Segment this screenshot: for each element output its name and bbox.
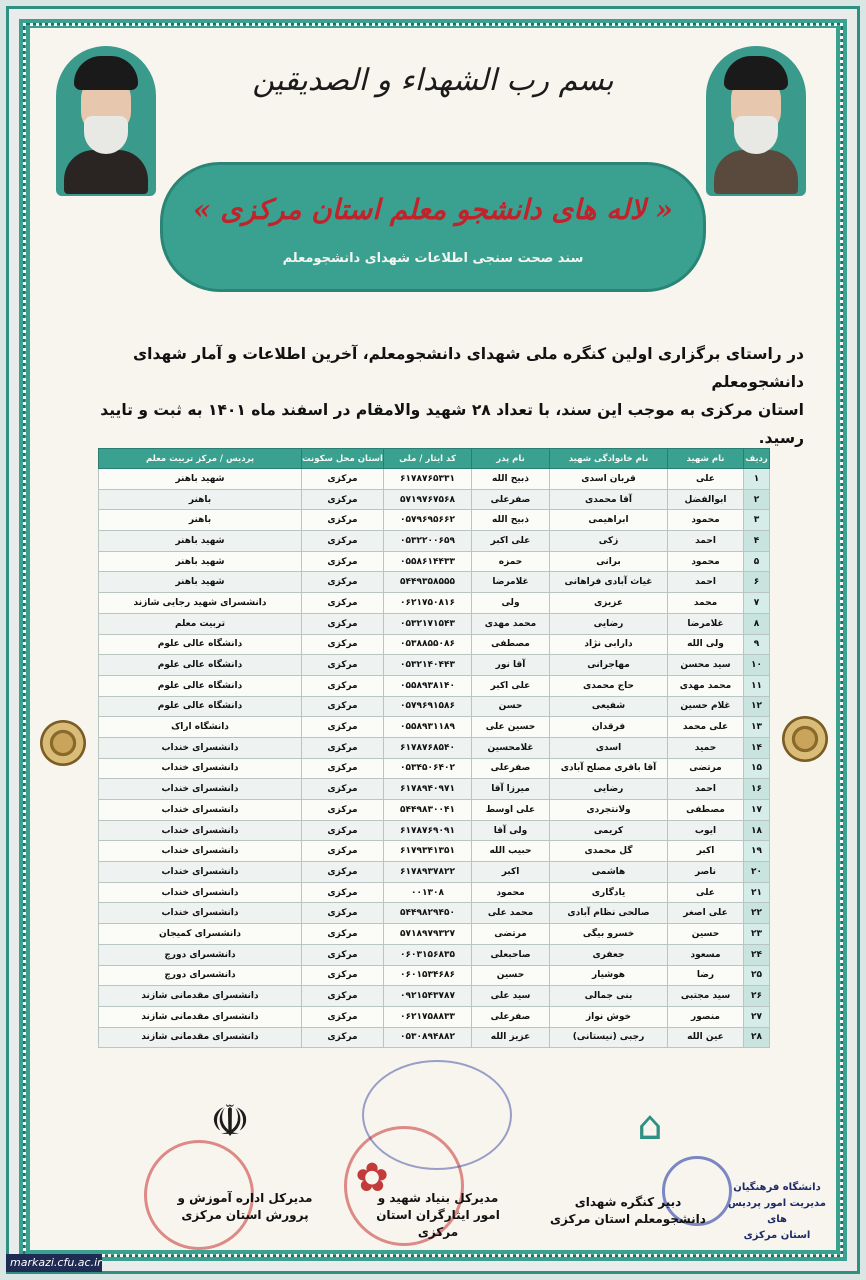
cell-name: احمد (668, 572, 744, 593)
cell-code: ۰۹۲۱۵۴۳۷۸۷ (384, 986, 472, 1007)
cell-campus: دانشسرای خنداب (99, 841, 302, 862)
cell-father: حسین علی (472, 717, 550, 738)
cell-row: ۵ (744, 551, 770, 572)
document-title: « لاله های دانشجو معلم استان مرکزی » (193, 193, 673, 226)
cell-family: هاشمی (550, 862, 668, 883)
cell-province: مرکزی (302, 696, 384, 717)
signature-title-education: مدیرکل اداره آموزش و پرورش استان مرکزی (177, 1191, 313, 1222)
congress-logo-icon: ⌂ (637, 1103, 663, 1149)
ornament-rosette-left (40, 720, 86, 766)
cell-row: ۶ (744, 572, 770, 593)
cell-name: غلامرضا (668, 613, 744, 634)
cell-row: ۴ (744, 531, 770, 552)
cell-row: ۲۷ (744, 1006, 770, 1027)
cell-family: خسرو بیگی (550, 924, 668, 945)
cell-family: شفیعی (550, 696, 668, 717)
cell-code: ۶۱۷۸۹۳۷۸۲۲ (384, 862, 472, 883)
cell-name: ناصر (668, 862, 744, 883)
cell-name: علی اصغر (668, 903, 744, 924)
iran-emblem-icon: ☫ (210, 1096, 250, 1147)
cell-family: غیاث آبادی فراهانی (550, 572, 668, 593)
cell-father: صفرعلی (472, 1006, 550, 1027)
cell-province: مرکزی (302, 572, 384, 593)
cell-name: علی محمد (668, 717, 744, 738)
cell-row: ۹ (744, 634, 770, 655)
cell-campus: باهنر (99, 510, 302, 531)
bismillah-calligraphy: بسم رب الشهداء و الصدیقین (252, 63, 614, 98)
cell-province: مرکزی (302, 1027, 384, 1048)
cell-family: قربان اسدی (550, 469, 668, 490)
cell-campus: دانشسرای خنداب (99, 862, 302, 883)
cell-code: ۵۷۱۹۷۶۷۵۶۸ (384, 489, 472, 510)
cell-code: ۰۶۲۱۷۵۰۸۱۶ (384, 593, 472, 614)
cell-row: ۳ (744, 510, 770, 531)
cell-code: ۰۶۲۱۷۵۸۸۳۳ (384, 1006, 472, 1027)
cell-campus: دانشسرای خنداب (99, 779, 302, 800)
cell-code: ۵۴۴۹۸۲۹۴۵۰ (384, 903, 472, 924)
cell-campus: دانشسرای شهید رجایی شازند (99, 593, 302, 614)
table-row (99, 758, 770, 779)
website-watermark: markazi.cfu.ac.ir (6, 1254, 102, 1272)
cell-row: ۲۴ (744, 944, 770, 965)
table-row (99, 862, 770, 883)
cell-campus: دانشسرای خنداب (99, 737, 302, 758)
portrait-leader (56, 46, 156, 196)
cell-campus: دانشگاه عالی علوم (99, 655, 302, 676)
cell-row: ۱۶ (744, 779, 770, 800)
cell-province: مرکزی (302, 965, 384, 986)
cell-row: ۲۱ (744, 882, 770, 903)
cell-code: ۰۶۰۱۵۳۴۶۸۶ (384, 965, 472, 986)
cell-row: ۱۴ (744, 737, 770, 758)
cell-father: ذبیح الله (472, 469, 550, 490)
cell-province: مرکزی (302, 800, 384, 821)
table-row (99, 986, 770, 1007)
cell-family: رضایی (550, 613, 668, 634)
cell-province: مرکزی (302, 655, 384, 676)
cell-code: ۰۰۱۳۰۸ (384, 882, 472, 903)
ornament-rosette-right (782, 716, 828, 762)
header-row-number: ردیف (744, 449, 770, 469)
cell-father: محمد مهدی (472, 613, 550, 634)
header-code: کد ایثار / ملی (384, 449, 472, 469)
cell-code: ۰۶۰۳۱۵۶۸۳۵ (384, 944, 472, 965)
cell-province: مرکزی (302, 1006, 384, 1027)
cell-row: ۱۸ (744, 820, 770, 841)
table-row (99, 903, 770, 924)
cell-province: مرکزی (302, 593, 384, 614)
cell-row: ۱۲ (744, 696, 770, 717)
signature-title-martyr-foundation: مدیرکل بنیاد شهید و امور ایثارگران استان مرکزی (376, 1191, 500, 1239)
cell-code: ۰۵۳۴۵۰۶۴۰۲ (384, 758, 472, 779)
cell-father: ولی آقا (472, 820, 550, 841)
cell-father: محمود (472, 882, 550, 903)
cell-name: محمود (668, 510, 744, 531)
cell-name: غلام حسین (668, 696, 744, 717)
cell-row: ۲ (744, 489, 770, 510)
table-row (99, 841, 770, 862)
table-row (99, 655, 770, 676)
cell-code: ۰۵۷۹۶۹۵۶۶۲ (384, 510, 472, 531)
cell-father: مرتضی (472, 924, 550, 945)
cell-campus: دانشسرای خنداب (99, 820, 302, 841)
signature-title-congress: دبیر کنگره شهدای دانشجومعلم استان مرکزی (550, 1195, 706, 1226)
table-row (99, 1027, 770, 1048)
cell-family: رضایی (550, 779, 668, 800)
cell-name: حسین (668, 924, 744, 945)
table-row (99, 882, 770, 903)
cell-campus: شهید باهنر (99, 572, 302, 593)
cell-name: محمود (668, 551, 744, 572)
cell-name: رضا (668, 965, 744, 986)
header-campus: پردیس / مرکز تربیت معلم (99, 449, 302, 469)
cell-name: محمد مهدی (668, 675, 744, 696)
signature-block-martyr-foundation (318, 1086, 518, 1239)
cell-father: حسین (472, 965, 550, 986)
cell-code: ۰۵۳۰۸۹۴۸۸۲ (384, 1027, 472, 1048)
cell-campus: دانشسرای مقدمانی شازند (99, 1006, 302, 1027)
header-name: نام شهید (668, 449, 744, 469)
table-row (99, 737, 770, 758)
cell-father: غلامرضا (472, 572, 550, 593)
table-row (99, 613, 770, 634)
cell-code: ۰۵۳۲۱۷۱۵۴۳ (384, 613, 472, 634)
cell-father: غلامحسین (472, 737, 550, 758)
cell-province: مرکزی (302, 551, 384, 572)
cell-province: مرکزی (302, 613, 384, 634)
university-stamp-text: دانشگاه فرهنگیان مدیریت امور پردیس های استان مرکزی (728, 1182, 826, 1241)
cell-row: ۸ (744, 613, 770, 634)
cell-campus: دانشسرای دورچ (99, 944, 302, 965)
signature-block-education (140, 1086, 320, 1236)
martyrs-table (98, 448, 770, 1048)
cell-father: صفرعلی (472, 489, 550, 510)
cell-father: علی اوسط (472, 800, 550, 821)
table-row (99, 510, 770, 531)
table-header-row (99, 449, 770, 469)
cell-father: صفرعلی (472, 758, 550, 779)
cell-code: ۶۱۷۸۷۶۵۳۳۱ (384, 469, 472, 490)
cell-code: ۵۴۴۹۸۳۰۰۴۱ (384, 800, 472, 821)
cell-code: ۰۵۵۸۹۳۱۱۸۹ (384, 717, 472, 738)
cell-province: مرکزی (302, 779, 384, 800)
cell-father: عزیز الله (472, 1027, 550, 1048)
cell-row: ۱۷ (744, 800, 770, 821)
cell-family: آقا محمدی (550, 489, 668, 510)
cell-father: اکبر (472, 862, 550, 883)
cell-name: احمد (668, 779, 744, 800)
cell-name: علی (668, 882, 744, 903)
cell-family: جعفری (550, 944, 668, 965)
cell-campus: دانشسرای کمیجان (99, 924, 302, 945)
cell-province: مرکزی (302, 862, 384, 883)
cell-name: سید محسن (668, 655, 744, 676)
intro-line-1: در راستای برگزاری اولین کنگره ملی شهدای دانشجومعلم، آخرین اطلاعات و آمار شهدای دانشجومعلم (132, 345, 804, 391)
cell-province: مرکزی (302, 841, 384, 862)
cell-name: احمد (668, 531, 744, 552)
cell-father: ولی (472, 593, 550, 614)
cell-name: اکبر (668, 841, 744, 862)
cell-family: یادگاری (550, 882, 668, 903)
cell-code: ۵۷۱۸۹۷۹۳۲۷ (384, 924, 472, 945)
cell-name: منصور (668, 1006, 744, 1027)
cell-family: برانی (550, 551, 668, 572)
cell-family: بنی جمالی (550, 986, 668, 1007)
header-province: استان محل سکونت (302, 449, 384, 469)
cell-father: سید علی (472, 986, 550, 1007)
cell-name: ابوالفضل (668, 489, 744, 510)
cell-row: ۱۳ (744, 717, 770, 738)
table-row (99, 531, 770, 552)
cell-father: محمد علی (472, 903, 550, 924)
intro-line-2: استان مرکزی به موجب این سند، با تعداد ۲۸ شهید والامقام در اسفند ماه ۱۴۰۱ به ثبت و تایید رسید. (100, 401, 804, 447)
cell-code: ۰۵۳۲۲۰۰۶۵۹ (384, 531, 472, 552)
cell-name: علی (668, 469, 744, 490)
cell-campus: دانشسرای مقدمانی شازند (99, 986, 302, 1007)
table-row (99, 965, 770, 986)
cell-campus: باهنر (99, 489, 302, 510)
cell-province: مرکزی (302, 675, 384, 696)
cell-family: اسدی (550, 737, 668, 758)
cell-campus: دانشسرای مقدمانی شازند (99, 1027, 302, 1048)
portrait-founder (706, 46, 806, 196)
cell-row: ۱ (744, 469, 770, 490)
title-banner (160, 162, 706, 292)
table-row (99, 551, 770, 572)
cell-father: حبیب الله (472, 841, 550, 862)
document-subtitle: سند صحت سنجی اطلاعات شهدای دانشجومعلم (282, 251, 584, 266)
cell-province: مرکزی (302, 489, 384, 510)
cell-row: ۱۰ (744, 655, 770, 676)
cell-campus: دانشسرای خنداب (99, 758, 302, 779)
cell-campus: شهید باهنر (99, 551, 302, 572)
cell-family: صالحی نظام آبادی (550, 903, 668, 924)
cell-family: ابراهیمی (550, 510, 668, 531)
cell-name: حمید (668, 737, 744, 758)
intro-paragraph (64, 340, 804, 452)
cell-family: فرقدان (550, 717, 668, 738)
cell-row: ۱۱ (744, 675, 770, 696)
cell-family: مهاجرانی (550, 655, 668, 676)
cell-family: گل محمدی (550, 841, 668, 862)
cell-campus: شهید باهنر (99, 469, 302, 490)
table-row (99, 593, 770, 614)
cell-family: آقا باقری مصلح آبادی (550, 758, 668, 779)
martyr-foundation-logo-icon: ✿ (355, 1155, 389, 1201)
cell-name: مسعود (668, 944, 744, 965)
table-row (99, 675, 770, 696)
cell-campus: دانشسرای خنداب (99, 800, 302, 821)
cell-name: ولی الله (668, 634, 744, 655)
cell-province: مرکزی (302, 986, 384, 1007)
cell-province: مرکزی (302, 944, 384, 965)
cell-province: مرکزی (302, 758, 384, 779)
table-row (99, 944, 770, 965)
cell-campus: دانشگاه عالی علوم (99, 696, 302, 717)
cell-father: صاحبعلی (472, 944, 550, 965)
cell-father: مصطفی (472, 634, 550, 655)
cell-name: محمد (668, 593, 744, 614)
cell-province: مرکزی (302, 531, 384, 552)
cell-campus: تربیت معلم (99, 613, 302, 634)
header-family: نام خانوادگی شهید (550, 449, 668, 469)
cell-name: ایوب (668, 820, 744, 841)
cell-family: حاج محمدی (550, 675, 668, 696)
cell-row: ۱۹ (744, 841, 770, 862)
cell-father: علی اکبر (472, 675, 550, 696)
cell-family: ولانتجردی (550, 800, 668, 821)
cell-father: حمزه (472, 551, 550, 572)
cell-province: مرکزی (302, 737, 384, 758)
cell-campus: دانشگاه اراک (99, 717, 302, 738)
cell-province: مرکزی (302, 882, 384, 903)
cell-father: علی اکبر (472, 531, 550, 552)
cell-row: ۲۵ (744, 965, 770, 986)
cell-code: ۵۴۴۹۳۵۸۵۵۵ (384, 572, 472, 593)
cell-family: هوشیار (550, 965, 668, 986)
signature-block-congress (528, 1086, 718, 1236)
cell-province: مرکزی (302, 634, 384, 655)
cell-row: ۲۰ (744, 862, 770, 883)
cell-family: دارابی نژاد (550, 634, 668, 655)
cell-name: مصطفی (668, 800, 744, 821)
cell-family: زکی (550, 531, 668, 552)
cell-row: ۲۲ (744, 903, 770, 924)
cell-row: ۱۵ (744, 758, 770, 779)
table-row (99, 469, 770, 490)
table-row (99, 800, 770, 821)
cell-campus: دانشسرای خنداب (99, 882, 302, 903)
cell-row: ۲۸ (744, 1027, 770, 1048)
cell-name: مرتضی (668, 758, 744, 779)
cell-row: ۷ (744, 593, 770, 614)
cell-campus: دانشسرای دورچ (99, 965, 302, 986)
cell-province: مرکزی (302, 924, 384, 945)
cell-family: خوش نواز (550, 1006, 668, 1027)
cell-row: ۲۳ (744, 924, 770, 945)
cell-father: حسن (472, 696, 550, 717)
header-father: نام پدر (472, 449, 550, 469)
cell-province: مرکزی (302, 717, 384, 738)
table-row (99, 696, 770, 717)
table-row (99, 924, 770, 945)
cell-code: ۰۵۷۹۶۹۱۵۸۶ (384, 696, 472, 717)
cell-family: کریمی (550, 820, 668, 841)
cell-name: سید مجتبی (668, 986, 744, 1007)
cell-code: ۶۱۷۸۹۴۰۹۷۱ (384, 779, 472, 800)
cell-name: عین الله (668, 1027, 744, 1048)
cell-code: ۰۵۵۸۶۱۴۴۳۳ (384, 551, 472, 572)
cell-code: ۰۵۳۲۱۴۰۴۴۳ (384, 655, 472, 676)
cell-code: ۶۱۷۸۷۶۹۰۹۱ (384, 820, 472, 841)
cell-campus: دانشگاه عالی علوم (99, 675, 302, 696)
cell-father: ذبیح الله (472, 510, 550, 531)
cell-province: مرکزی (302, 903, 384, 924)
table-row (99, 634, 770, 655)
cell-code: ۶۱۷۸۷۶۸۵۴۰ (384, 737, 472, 758)
cell-campus: دانشگاه عالی علوم (99, 634, 302, 655)
cell-family: رجبی (نیستانی) (550, 1027, 668, 1048)
table-row (99, 1006, 770, 1027)
cell-father: میرزا آقا (472, 779, 550, 800)
cell-code: ۰۵۳۸۸۵۵۰۸۶ (384, 634, 472, 655)
table-row (99, 717, 770, 738)
table-row (99, 572, 770, 593)
table-row (99, 779, 770, 800)
cell-father: آقا نور (472, 655, 550, 676)
table-row (99, 489, 770, 510)
cell-code: ۶۱۷۹۳۴۱۳۵۱ (384, 841, 472, 862)
cell-code: ۰۵۵۸۹۳۸۱۴۰ (384, 675, 472, 696)
cell-row: ۲۶ (744, 986, 770, 1007)
cell-province: مرکزی (302, 510, 384, 531)
cell-province: مرکزی (302, 820, 384, 841)
cell-province: مرکزی (302, 469, 384, 490)
cell-campus: شهید باهنر (99, 531, 302, 552)
cell-campus: دانشسرای خنداب (99, 903, 302, 924)
table-row (99, 820, 770, 841)
cell-family: عزیزی (550, 593, 668, 614)
